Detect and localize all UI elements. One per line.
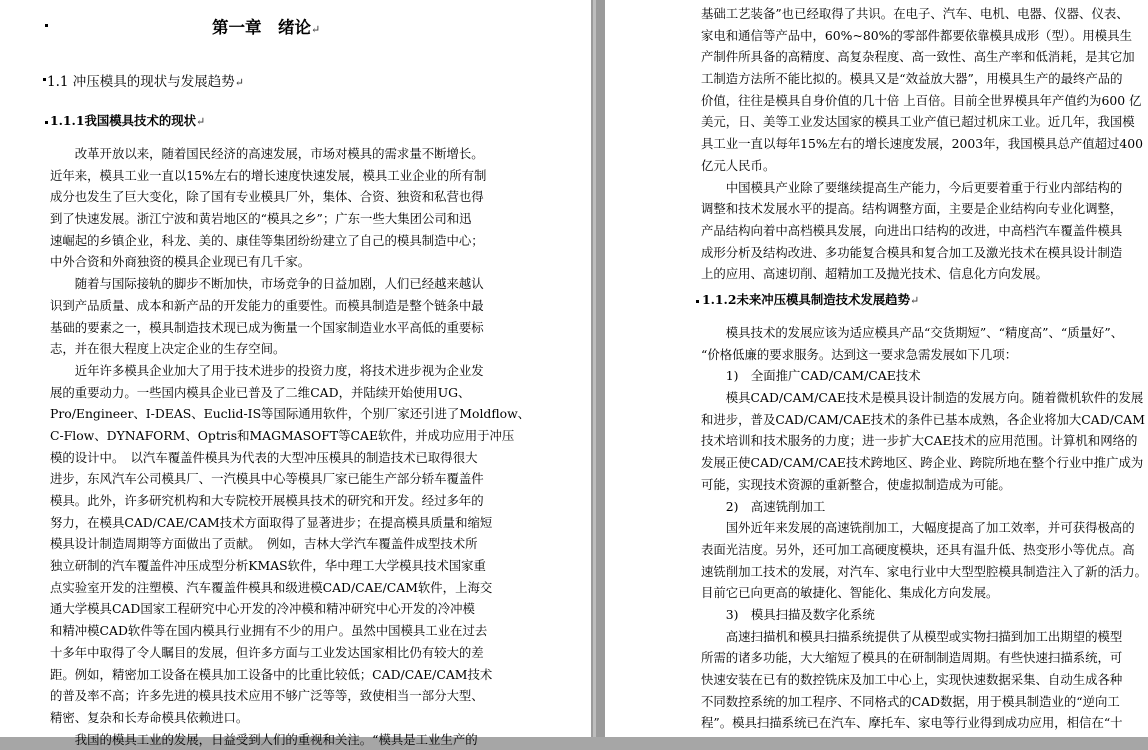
text-line: Pro/Engineer、I-DEAS、Euclid-IS等国际通用软件，个别厂家还引进了Moldflow、 [50, 406, 531, 422]
text-line: 美元，日、美等工业发达国家的模具工业产值已超过机床工业。近几年，我国模 [701, 114, 1135, 130]
text-line: 和精冲模CAD软件等在国内模具行业拥有不少的用户。虽然中国模具工业在过去 [50, 623, 488, 639]
text-line: 中国模具产业除了要继续提高生产能力，今后更要着重于行业内部结构的 [701, 179, 1123, 195]
subsection-title: 1.1.1我国模具技术的现状↵ [50, 113, 206, 128]
body-text[interactable] [701, 322, 1148, 734]
text-line: 模的设计中。 以汽车覆盖件模具为代表的大型冲压模具的制造技术已取得很大 [50, 449, 478, 465]
text-line: 可能，实现技术资源的重新整合，使虚拟制造成为可能。 [701, 476, 1011, 492]
text-line: 模具技术的发展应该为适应模具产品“交货期短”、“精度高”、“质量好”、 [701, 325, 1124, 340]
text-line: 志，并在很大程度上决定企业的生存空间。 [50, 341, 286, 357]
body-text[interactable] [50, 143, 546, 750]
subsection-title: 1.1.2未来冲压模具制造技术发展趋势↵ [702, 292, 920, 307]
text-line: 家电和通信等产品中，60%~80%的零部件都要依靠模具成形（型）。用模具生 [701, 27, 1132, 43]
text-line: 所需的诸多功能，大大缩短了模具的在研制制造周期。有些快速扫描系统，可 [701, 650, 1123, 666]
text-line: 产品结构向着中高档模具发展，向进出口结构的改进，中高档汽车覆盖件模具 [701, 222, 1123, 238]
text-line: 不同数控系统的加工程序、不同格式的CAD数据，用于模具制造业的“逆向工 [701, 693, 1120, 709]
text-line: 随着与国际接轨的脚步不断加快，市场竞争的日益加剧，人们已经越来越认 [50, 276, 484, 292]
page-gap [591, 0, 605, 737]
text-line: 我国的模具工业的发展，日益受到人们的重视和关注。“模具是工业生产的 [50, 731, 478, 747]
text-line: 模具CAD/CAM/CAE技术是模具设计制造的发展方向。随着微机软件的发展 [701, 390, 1144, 406]
bullet-marker [45, 121, 48, 124]
text-line: 点实验室开发的注塑模、汽车覆盖件模具和级进模CAD/CAE/CAM软件，上海交 [50, 579, 493, 595]
text-line: 努力，在模具CAD/CAE/CAM技术方面取得了显著进步；在提高模具质量和缩短 [50, 514, 493, 530]
text-line: 产制件所具备的高精度、高复杂程度、高一致性、高生产率和低消耗，是其它加 [701, 49, 1135, 65]
chapter-title: 第一章 绪论↵ [212, 18, 321, 37]
text-line: 2) 高速铣削加工 [701, 498, 826, 514]
text-line: 目前它已向更高的敏捷化、智能化、集成化方向发展。 [701, 585, 999, 601]
text-line: 模具。此外，许多研究机构和大专院校开展模具技术的研究和开发。经过多年的 [50, 493, 484, 508]
text-line: 1) 全面推广CAD/CAM/CAE技术 [701, 368, 921, 384]
text-line: 成形分析及结构改进、多功能复合模具和复合加工及激光技术在模具设计制造 [701, 244, 1123, 260]
text-line: 近年来，模具工业一直以15%左右的增长速度快速发展，模具工业企业的所有制 [50, 167, 487, 183]
text-line: 和进步，普及CAD/CAM/CAE技术的条件已基本成熟，各企业将加大CAD/CAM [701, 411, 1145, 427]
text-line: 亿元人民币。 [701, 157, 776, 173]
text-line: 高速扫描机和模具扫描系统提供了从模型或实物扫描到加工出期望的模型 [701, 628, 1123, 644]
text-line: 调整和技术发展水平的提高。结构调整方面，主要是企业结构向专业化调整， [701, 201, 1123, 217]
text-line: 进步，东风汽车公司模具厂、一汽模具中心等模具厂家已能生产部分轿车覆盖件 [50, 471, 484, 487]
text-line: 近年许多模具企业加大了用于技术进步的投资力度，将技术进步视为企业发 [50, 362, 484, 378]
text-line: 价值，往往是模具自身价值的几十倍 上百倍。目前全世界模具年产值约为600 亿 [701, 92, 1142, 108]
text-line: “价格低廉的要求服务。达到这一要求急需发展如下几项： [701, 346, 1018, 362]
text-line: 上的应用、高速切削、超精加工及抛光技术、信息化方向发展。 [701, 266, 1048, 282]
text-line: 成分也发生了巨大变化，除了国有专业模具厂外，集体、合资、独资和私营也得 [50, 189, 484, 205]
text-line: 通大学模具CAD国家工程研究中心开发的冷冲模和精冲研究中心开发的冷冲模 [50, 601, 475, 617]
text-line: 工制造方法所不能比拟的。模具又是“效益放大器”，用模具生产的最终产品的 [701, 71, 1123, 87]
text-line: 基础工艺装备”也已经取得了共识。在电子、汽车、电机、电器、仪器、仪表、 [701, 6, 1129, 21]
text-line: 的普及率不高；许多先进的模具技术应用不够广泛等等，致使相当一部分大型、 [50, 688, 484, 704]
text-line: 具工业一直以每年15%左右的增长速度发展，2003年，我国模具总产值超过400 [701, 136, 1144, 152]
text-line: 快速安装在已有的数控铣床及加工中心上，实现快速数据采集、自动生成各种 [701, 672, 1123, 687]
text-line: C-Flow、DYNAFORM、Optris和MAGMASOFT等CAE软件，并成功应用于冲压 [50, 427, 515, 443]
text-line: 发展正使CAD/CAM/CAE技术跨地区、跨企业、跨院所地在整个行业中推广成为 [701, 455, 1144, 471]
text-line: 独立研制的汽车覆盖件冲压成型分析KMAS软件，华中理工大学模具技术国家重 [50, 558, 486, 574]
text-line: 基础的要素之一，模具制造技术现已成为衡量一个国家制造业水平高低的重要标 [50, 319, 484, 335]
body-text[interactable] [701, 3, 1148, 285]
text-line: 表面光洁度。另外，还可加工高硬度模块，还具有温升低、热变形小等优点。高 [701, 541, 1135, 557]
text-line: 精密、复杂和长寿命模具依赖进口。 [50, 709, 249, 725]
text-line: 十多年中取得了令人瞩目的发展，但许多方面与工业发达国家相比仍有较大的差 [50, 644, 484, 660]
right-document-page[interactable] [605, 0, 1148, 737]
bullet-marker [45, 24, 48, 27]
bullet-marker [43, 78, 46, 81]
text-line: 速崛起的乡镇企业，科龙、美的、康佳等集团纷纷建立了自己的模具制造中心； [50, 232, 484, 248]
text-line: 到了快速发展。浙江宁波和黄岩地区的“模具之乡”；广东一些大集团公司和迅 [50, 211, 472, 227]
text-line: 展的重要动力。一些国内模具企业已普及了二维CAD，并陆续开始使用UG、 [50, 384, 471, 400]
text-line: 距。例如，精密加工设备在模具加工设备中的比重比较低；CAD/CAE/CAM技术 [50, 666, 493, 682]
section-title: 1.1 冲压模具的现状与发展趋势↵ [47, 74, 244, 90]
bullet-marker [696, 300, 699, 303]
text-line: 识到产品质量、成本和新产品的开发能力的重要性。而模具制造是整个链条中最 [50, 297, 484, 313]
text-line: 3) 模具扫描及数字化系统 [701, 606, 875, 622]
text-line: 中外合资和外商独资的模具企业现已有几千家。 [50, 254, 311, 270]
text-line: 程”。模具扫描系统已在汽车、摩托车、家电等行业得到成功应用，相信在“十 [701, 715, 1123, 731]
text-line: 国外近年来发展的高速铣削加工，大幅度提高了加工效率，并可获得极高的 [701, 520, 1135, 536]
text-line: 模具设计制造周期等方面做出了贡献。 例如，吉林大学汽车覆盖件成型技术所 [50, 536, 478, 552]
text-line: 改革开放以来，随着国民经济的高速发展，市场对模具的需求量不断增长。 [50, 146, 484, 161]
text-line: 速铣削加工技术的发展，对汽车、家电行业中大型型腔模具制造注入了新的活力。 [701, 563, 1148, 579]
text-line: 技术培训和技术服务的力度；进一步扩大CAE技术的应用范围。计算机和网络的 [701, 433, 1138, 449]
